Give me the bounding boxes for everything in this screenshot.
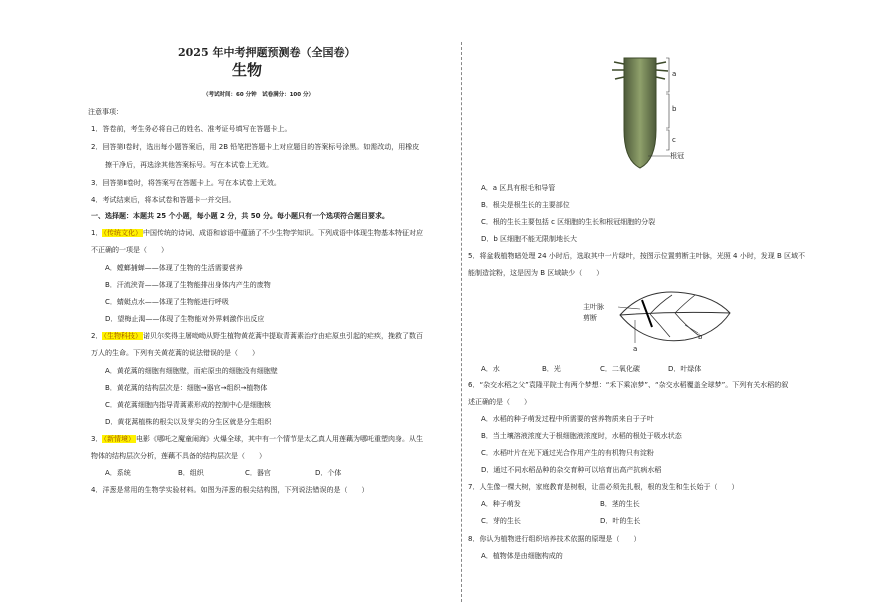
option: A．水稻的种子萌发过程中所需要的营养物质来自于子叶	[481, 415, 654, 423]
question-1-stem	[91, 229, 423, 238]
question-text: 诺贝尔奖得主屠呦呦从野生植物黄花蒿中提取青蒿素治疗由疟原虫引起的疟疾，挽救了数百	[142, 332, 423, 340]
question-8-stem: 8．你认为植物进行组织培养技术依据的原理是（ ）	[468, 535, 641, 543]
question-number: 3．	[91, 435, 103, 443]
leaf-label-a: a	[633, 345, 638, 353]
option: D．叶绿体	[668, 365, 702, 373]
option: B．当土壤溶液浓度大于根细胞液浓度时，水稻的根处于吸水状态	[481, 432, 682, 440]
option: B．黄花蒿的结构层次是：细胞→器官→组织→植物体	[105, 384, 268, 392]
option: C．黄花蒿细胞内指导青蒿素形成的控制中心是细胞核	[105, 401, 271, 409]
option: D．个体	[315, 469, 342, 477]
option: A．黄花蒿的细胞有细胞壁，而疟原虫的细胞没有细胞壁	[105, 367, 278, 375]
figure-label-b: b	[672, 105, 677, 113]
option: D．通过不同水稻品种的杂交育种可以培育出高产抗病水稻	[481, 466, 662, 474]
option: A．水	[481, 365, 500, 373]
leaf-label-main-vein: 主叶脉	[583, 303, 604, 311]
option: C．蜻蜓点水——体现了生物能进行呼吸	[105, 298, 229, 306]
question-tag: （新情境）	[103, 435, 135, 443]
question-6-stem-cont: 述正确的是（ ）	[468, 398, 531, 406]
figure-label-a: a	[672, 70, 677, 78]
notice-item: 擦干净后，再选涂其他答案标号。写在本试卷上无效。	[105, 161, 273, 169]
option: D．望梅止渴——体现了生物能对外界刺激作出反应	[105, 315, 265, 323]
question-5-stem-cont: 能制造淀粉，这是因为 B 区域缺少（ ）	[468, 269, 604, 277]
question-3-stem	[91, 435, 423, 444]
option: D．b 区细胞不能无限制地长大	[481, 235, 578, 243]
leaf-outline	[620, 292, 730, 341]
leaf-veins	[650, 295, 698, 337]
section-heading: 一、选择题：本题共 25 个小题，每小题 2 分，共 50 分。每小题只有一个选项符合题目要求。	[91, 212, 389, 220]
exam-title: 2025 年中考押题预测卷（全国卷）	[178, 46, 356, 59]
question-number: 1．	[91, 229, 103, 237]
column-divider	[461, 42, 462, 602]
question-2-stem	[91, 332, 423, 341]
notice-item: 4．考试结束后，将本试卷和答题卡一并交回。	[91, 196, 236, 204]
question-tag: （传统文化）	[103, 229, 142, 237]
option: C．芽的生长	[481, 517, 521, 525]
question-1-stem-cont: 不正确的一项是（ ）	[91, 246, 168, 254]
root-tip-shape	[624, 58, 656, 168]
pointer-b	[685, 325, 698, 333]
option: C．水稻叶片在光下通过光合作用产生的有机物只有淀粉	[481, 449, 654, 457]
option: A．系统	[105, 469, 131, 477]
figure-label-root-cap: 根冠	[670, 152, 684, 160]
question-text: 电影《哪吒之魔童闹海》火爆全球，其中有一个情节是太乙真人用莲藕为哪吒重塑肉身。从生	[135, 435, 423, 443]
notice-heading: 注意事项：	[88, 108, 123, 116]
leaf-label-b: b	[698, 333, 703, 341]
question-5-stem: 5．将盆栽植物暗处理 24 小时后，选取其中一片绿叶，按图示位置剪断主叶脉，光照 4 小时，发现 B 区域不	[468, 252, 805, 260]
option: A．a 区具有根毛和导管	[481, 184, 556, 192]
subject-title: 生物	[232, 61, 263, 79]
question-3-stem-cont: 物体的结构层次分析，莲藕不具备的结构层次是（ ）	[91, 452, 266, 460]
option: A．种子萌发	[481, 500, 521, 508]
notice-item: 3．回答第Ⅱ卷时，将答案写在答题卡上。写在本试卷上无效。	[91, 179, 281, 187]
option: D．叶的生长	[600, 517, 641, 525]
question-4-stem: 4．洋葱是常用的生物学实验材料。如图为洋葱的根尖结构图，下列说法错误的是（ ）	[91, 486, 369, 494]
option: B．根尖是根生长的主要部位	[481, 201, 570, 209]
option: B．组织	[178, 469, 204, 477]
option: A．螳螂捕蝉——体现了生物的生活需要营养	[105, 264, 243, 272]
question-text: 中国传统的诗词、成语和谚语中蕴涵了不少生物学知识。下列成语中体现生物基本特征对应	[142, 229, 423, 237]
leaf-label-cut: 剪断	[583, 314, 597, 322]
option: A．植物体是由细胞构成的	[481, 552, 563, 560]
option: B．光	[542, 365, 561, 373]
notice-item: 1．答卷前，考生务必将自己的姓名、准考证号填写在答题卡上。	[91, 125, 292, 133]
leaf-figure	[590, 285, 740, 355]
question-6-stem: 6．“杂交水稻之父”袁隆平院士有两个梦想：“禾下乘凉梦”、“杂交水稻覆盖全球梦”。下列有关水稻的叙	[468, 381, 789, 389]
notice-item: 2．回答第Ⅰ卷时，选出每小题答案后，用 2B 铅笔把答题卡上对应题目的答案标号涂黑。如需改动，用橡皮	[91, 143, 420, 151]
option: C．器官	[245, 469, 271, 477]
pointer-main-vein	[618, 307, 640, 309]
option: C．根的生长主要包括 c 区细胞的生长和根冠细胞的分裂	[481, 218, 656, 226]
option: C．二氧化碳	[600, 365, 640, 373]
question-tag: （生物科技）	[103, 332, 142, 340]
question-2-stem-cont: 万人的生命。下列有关黄花蒿的说法错误的是（ ）	[91, 349, 259, 357]
option: D．黄花蒿植株的根尖以及芽尖的分生区就是分生组织	[105, 418, 272, 426]
figure-label-c: c	[672, 136, 676, 144]
question-7-stem: 7．人生像一棵大树，家庭教育是树根，让苗必须先扎根，根的发生和生长始于（ ）	[468, 483, 739, 491]
option: B．茎的生长	[600, 500, 640, 508]
exam-meta: （考试时间：60 分钟 试卷满分：100 分）	[203, 92, 314, 98]
question-number: 2．	[91, 332, 103, 340]
option: B．汗流浃背——体现了生物能排出身体内产生的废物	[105, 281, 271, 289]
